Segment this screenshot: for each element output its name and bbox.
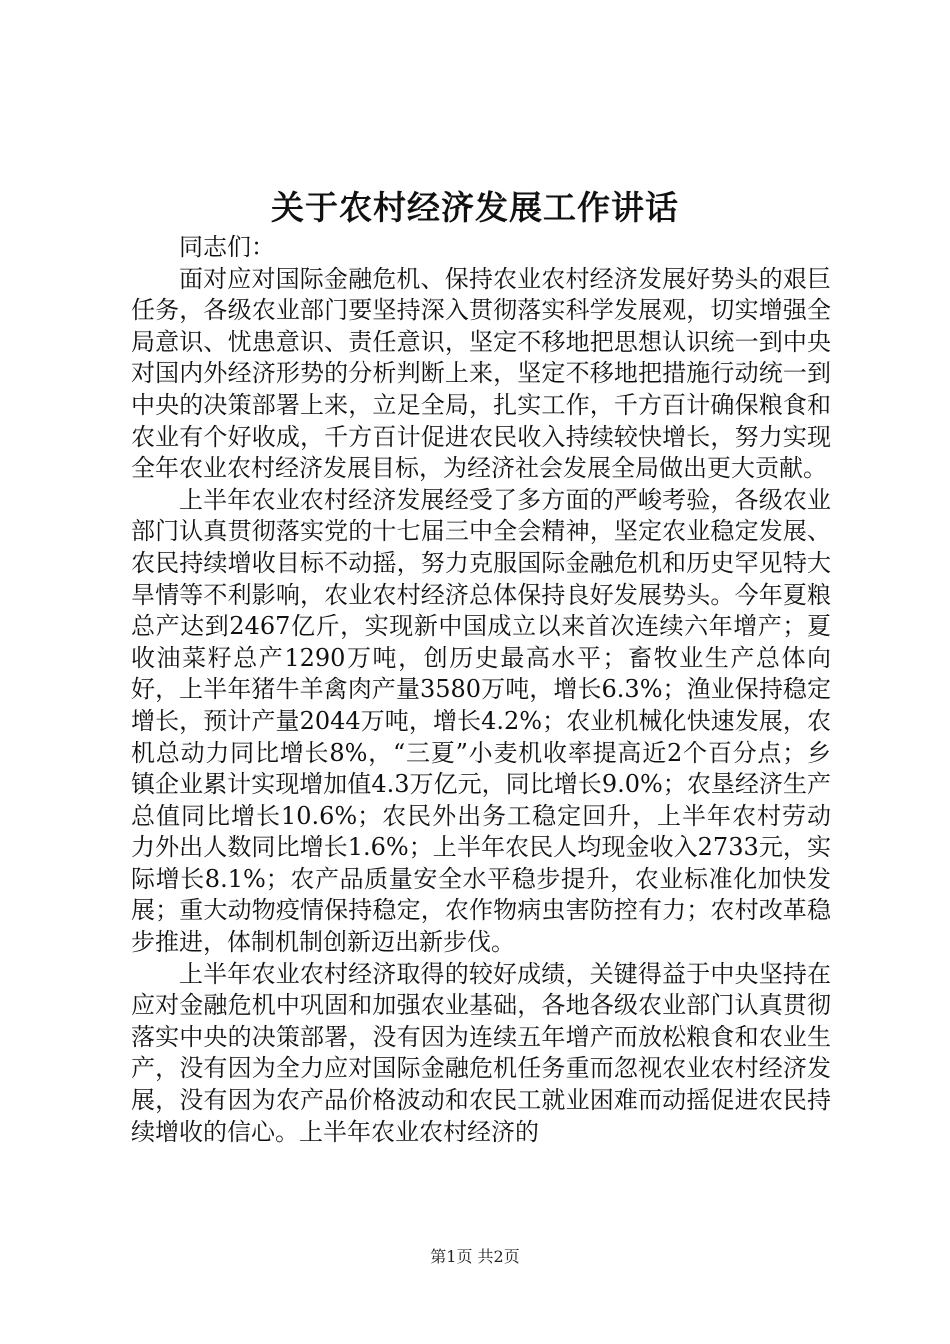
paragraph-3: 上半年农业农村经济取得的较好成绩，关键得益于中央坚持在应对金融危机中巩固和加强农业基础，各地各级农业部门认真贯彻落实中央的决策部署，没有因为连续五年增产而放松粮食和农业生产，没有因为全力应对国际金融危机任务重而忽视农业农村经济发展，没有因为农产品价格波动和农民工就业困难而动摇促进农民持续增收的信心。上半年农业农村经济的 <box>131 959 831 1146</box>
salutation: 同志们： <box>179 233 275 261</box>
document-body <box>131 232 831 1148</box>
document-title: 关于农村经济发展工作讲话 <box>271 188 679 227</box>
paragraph-2: 上半年农业农村经济发展经受了多方面的严峻考验，各级农业部门认真贯彻落实党的十七届三中全会精神，坚定农业稳定发展、农民持续增收目标不动摇，努力克服国际金融危机和历史罕见特大旱情等不利影响，农业农村经济总体保持良好发展势头。今年夏粮总产达到2467亿斤，实现新中国成立以来首次连续六年增产；夏收油菜籽总产1290万吨，创历史最高水平；畜牧业生产总体向好，上半年猪牛羊禽肉产量3580万吨，增长6.3%；渔业保持稳定增长，预计产量2044万吨，增长4.2%；农业机械化快速发展，农机总动力同比增长8%，“三夏”小麦机收率提高近2个百分点；乡镇企业累计实现增加值4.3万亿元，同比增长9.0%；农垦经济生产总值同比增长10.6%；农民外出务工稳定回升，上半年农村劳动力外出人数同比增长1.6%；上半年农民人均现金收入2733元，实际增长8.1%；农产品质量安全水平稳步提升，农业标准化加快发展；重大动物疫情保持稳定，农作物病虫害防控有力；农村改革稳步推进，体制机制创新迈出新步伐。 <box>131 485 831 957</box>
paragraph-1: 面对应对国际金融危机、保持农业农村经济发展好势头的艰巨任务，各级农业部门要坚持深入贯彻落实科学发展观，切实增强全局意识、忧患意识、责任意识，坚定不移地把思想认识统一到中央对国内外经济形势的分析判断上来，坚定不移地把措施行动统一到中央的决策部署上来，立足全局，扎实工作，千方百计确保粮食和农业有个好收成，千方百计促进农民收入持续较快增长，努力实现全年农业农村经济发展目标，为经济社会发展全局做出更大贡献。 <box>131 264 831 483</box>
page-footer: 第1页 共2页 <box>430 1247 520 1266</box>
